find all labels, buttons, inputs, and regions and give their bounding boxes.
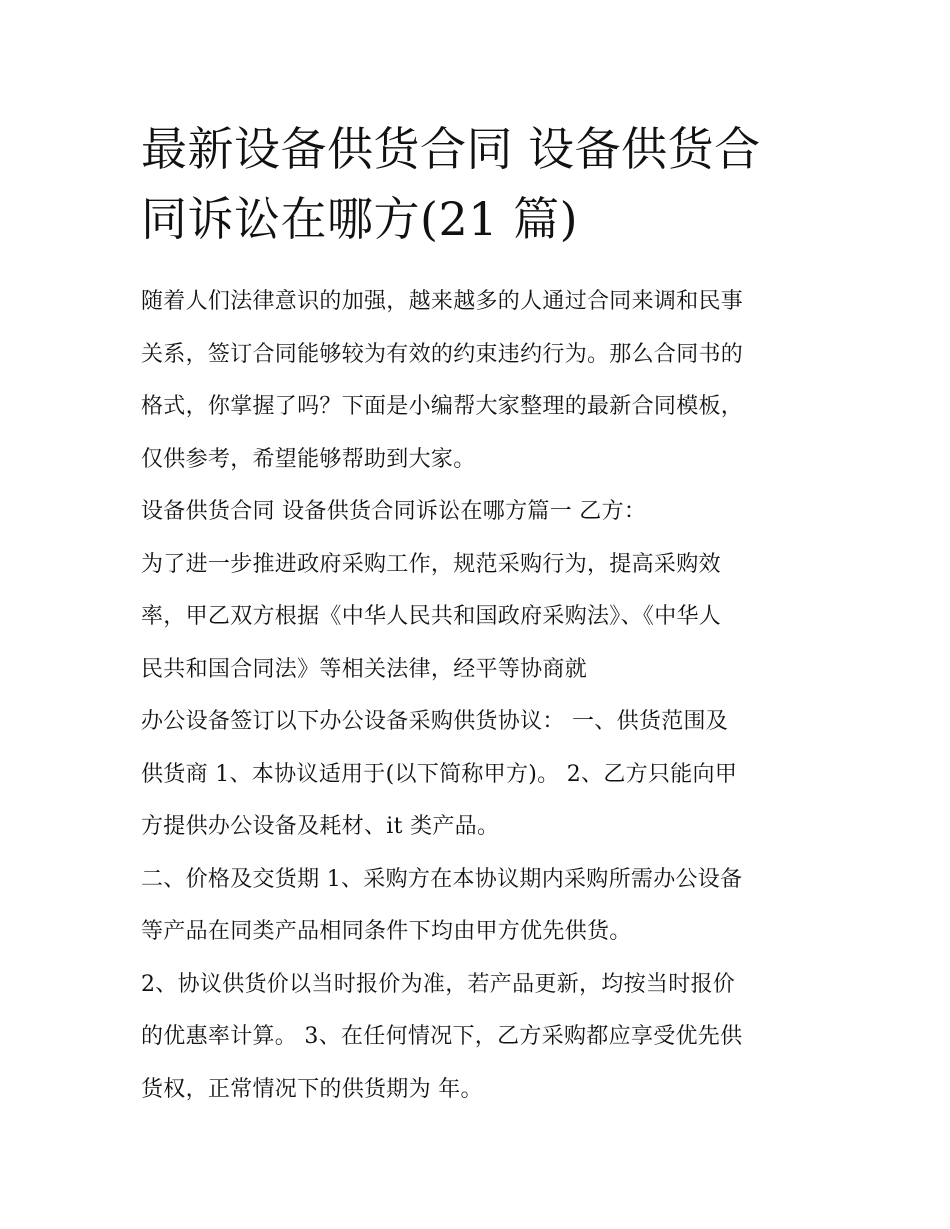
text-line: 格式，你掌握了吗？下面是小编帮大家整理的最新合同模板， (141, 394, 744, 419)
text-line: 随着人们法律意识的加强，越来越多的人通过合同来调和民事 (141, 289, 744, 314)
text-line: 2、协议供货价以当时报价为准，若产品更新，均按当时报价 (141, 971, 736, 997)
document-page (141, 114, 821, 1116)
intro-paragraph (141, 276, 821, 486)
title-line: 同诉讼在哪方(21 篇) (141, 192, 579, 246)
purpose-paragraph (141, 539, 821, 697)
text-line: 货权，正常情况下的供货期为 年。 (141, 1076, 483, 1102)
text-line: 率，甲乙双方根据《中华人民共和国政府采购法》、《中华人 (141, 604, 722, 629)
text-line: 设备供货合同 设备供货合同诉讼在哪方篇一 乙方： (141, 499, 647, 524)
section-heading-paragraph (141, 486, 821, 539)
text-line: 等产品在同类产品相同条件下均由甲方优先供货。 (141, 919, 632, 944)
scope-paragraph (141, 696, 821, 854)
document-body (141, 276, 821, 1116)
text-line: 供货商 1、本协议适用于(以下简称甲方)。 2、乙方只能向甲 (141, 761, 738, 787)
title-line: 最新设备供货合同 设备供货合 (141, 122, 761, 176)
text-line: 方提供办公设备及耗材、it 类产品。 (141, 814, 500, 839)
text-line: 为了进一步推进政府采购工作，规范采购行为，提高采购效 (141, 551, 721, 577)
document-title (141, 114, 821, 254)
text-line: 仅供参考，希望能够帮助到大家。 (141, 446, 476, 472)
text-line: 二、价格及交货期 1、采购方在本协议期内采购所需办公设备 (141, 866, 743, 892)
price-delivery-paragraph (141, 854, 821, 959)
pricing-terms-paragraph (141, 959, 821, 1117)
text-line: 的优惠率计算。 3、在任何情况下，乙方采购都应享受优先供 (141, 1024, 743, 1049)
text-line: 民共和国合同法》等相关法律，经平等协商就 (141, 656, 588, 682)
text-line: 关系，签订合同能够较为有效的约束违约行为。那么合同书的 (141, 341, 744, 367)
text-line: 办公设备签订以下办公设备采购供货协议： 一、供货范围及 (141, 709, 729, 734)
